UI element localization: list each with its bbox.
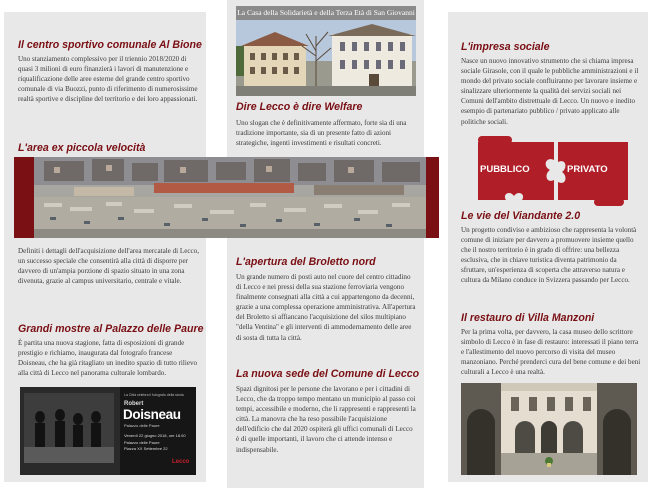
pubblico-privato-puzzle <box>474 136 632 206</box>
puzzle-word-privato: PRIVATO <box>567 164 608 175</box>
section-title-piccola-velocita: L'area ex piccola velocità <box>18 142 146 154</box>
solidarity-house-photo <box>236 6 416 96</box>
section-title-viandante: Le vie del Viandante 2.0 <box>461 210 581 222</box>
poster-first-name: Robert <box>124 401 144 407</box>
section-body-sports-center: Uno stanziamento complessivo per il triennio 2018/2020 di quasi 3 milioni di euro finanzierà i lavori di manutenzione e riqualificazione delle aree esterne del grande centro sportivo comunale di via Buozzi, punto di riferimento di numerosissime realtà sportive e discipline del territorio e dei loro appassionati. <box>18 55 198 104</box>
section-body-welfare: Uno slogan che è definitivamente affermato, forte sia di una tradizione importante, sia di un presente fatto di azioni strategiche, ingenti investimenti e risultati concreti. <box>236 119 407 148</box>
poster-subtitle: Palazzo delle Paure <box>124 423 160 428</box>
villa-manzoni-photo <box>461 383 637 475</box>
section-title-impresa-sociale: L'impresa sociale <box>461 41 550 53</box>
puzzle-word-pubblico: PUBBLICO <box>480 164 530 175</box>
aerial-photo-banner <box>14 157 439 238</box>
poster-venue: Palazzo delle Paure <box>124 440 160 445</box>
section-title-sports-center: Il centro sportivo comunale Al Bione <box>18 39 202 51</box>
poster-brand: Lecco <box>172 459 190 465</box>
section-body-comune: Spazi dignitosi per le persone che lavorano e per i cittadini di Lecco, che da troppo tempo mentano un municipio al passo coi tempi, accessibile e moderno, che li rappresenti e rappresenti la città. La manovra che ha reso possibile l'acquisizione dell'edificio che dal 2020 ospiterà gli uffici comunali di Lecco è di quelle importanti, il lavoro che ci attende intenso e indispensabile. <box>236 385 416 454</box>
poster-dates: Venerdì 22 giugno 2018, ore 18.00 <box>124 433 186 438</box>
poster-last-name: Doisneau <box>123 407 181 422</box>
section-body-grandi-mostre: È partita una nuova stagione, fatta di esposizioni di grande prestigio e richiamo, inaugurata dal fotografo francese Doisneau, che ha già ritagliato un inedito spazio di tutto rilievo alla città di Lecco nel panorama culturale lombardo. <box>18 339 198 378</box>
section-body-villa-manzoni: Per la prima volta, per davvero, la casa museo dello scrittore simbolo di Lecco è in fase di restauro: interessati il piano terra e l'allestimento del nuovo percorso di visita del museo manzoniano. Perché prenderci cura del bene comune e dei beni culturali a Lecco è una realtà. <box>461 328 641 377</box>
section-body-viandante: Un progetto condiviso e ambizioso che rappresenta la volontà comune di iniziare per davvero a promuovere insieme quello che il nostro territorio è in grado di offrire: una bellezza esclusiva, che in chiave turistica diventa patrimonio da sfruttare, un'esperienza di scoperta che attraverso natura e cultura da Milano conduce in Svizzera passando per Lecco. <box>461 226 637 285</box>
section-title-welfare: Dire Lecco è dire Welfare <box>236 101 363 113</box>
section-body-impresa-sociale: Nasce un nuovo innovativo strumento che si chiama impresa sociale Girasole, con il quale le pubbliche amministrazioni e il mondo del privato sociale confluiranno per lavorare insieme e sinalizzare ulteriormente la qualità dei servizi sociali nei Comuni dell'ambito distrettuale di Lecco. Un nuovo e inedito esempio di partenariato pubblico / privato applicato alle politiche sociali. <box>461 57 639 126</box>
doisneau-poster <box>20 387 196 475</box>
section-title-grandi-mostre: Grandi mostre al Palazzo delle Paure <box>18 323 204 335</box>
section-title-villa-manzoni: Il restauro di Villa Manzoni <box>461 312 595 324</box>
poster-address: Piazza XX Settembre 22 <box>124 446 168 451</box>
section-title-comune: La nuova sede del Comune di Lecco <box>236 368 420 380</box>
photo-caption: La Casa della Solidarietà e della Terza Età di San Giovanni <box>236 6 416 20</box>
section-body-broletto: Un grande numero di posti auto nel cuore del centro cittadino di Lecco e nei pressi della sua stazione ferroviaria vengono finalmente consegnati alla città a cui appartengono da decenni, grazie a una complessa operazione amministrativa. All'apertura del Broletto si affiancano l'acquisizione del silos multipiano "della Ventina" e gli interventi di ammodernamento delle aree di sosta di tutta la città. <box>236 273 416 342</box>
section-body-piccola-velocita: Definiti i dettagli dell'acquisizione dell'area mercatale di Lecco, un successo speciale che consentirà alla città di disporre per davvero di un'ampia porzione di spazio situato in una zona divenuta, grazie al campus universitario, centrale e vitale. <box>18 247 199 286</box>
section-title-broletto: L'apertura del Broletto nord <box>236 256 376 268</box>
poster-top-line: La Città celebra il fotografo della storia <box>124 393 184 397</box>
